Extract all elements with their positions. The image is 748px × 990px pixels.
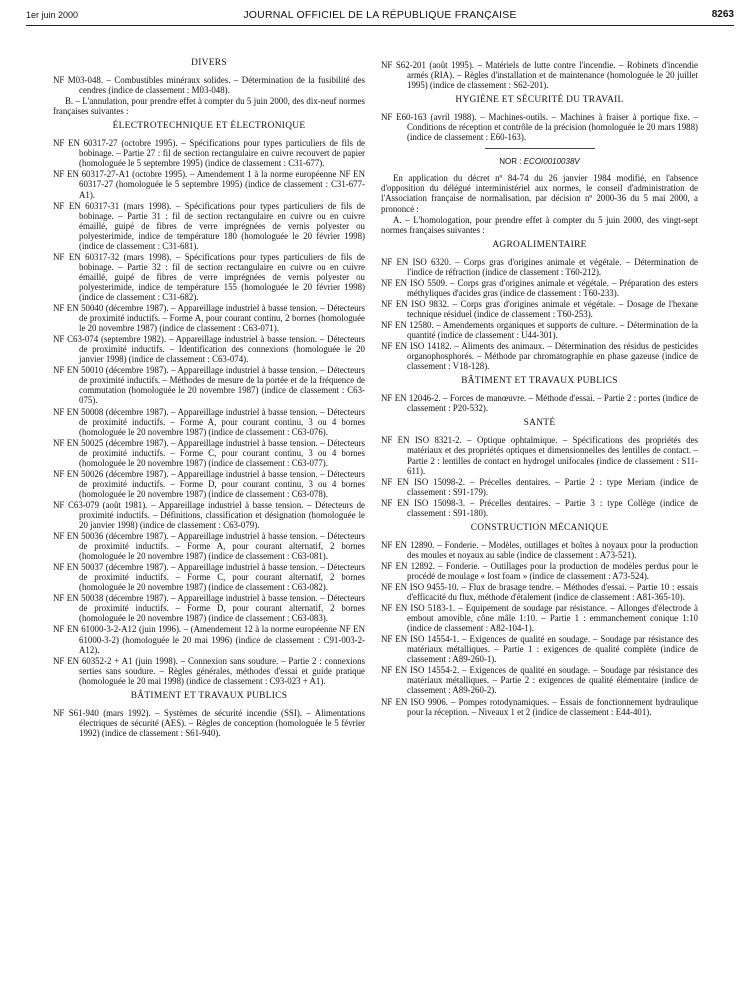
standard-entry: NF EN 12046-2. – Forces de manœuvre. – Méthode d'essai. – Partie 2 : portes (indice de classement : P20-532). [381,393,698,414]
nor-code: ECOI0010038V [523,157,580,167]
standard-entry: NF EN 60352-2 + A1 (juin 1998). – Connexion sans soudure. – Partie 2 : connexions serties sans soudure. – Règles générales, méthodes d'essai et guide pratique (homologuée le 20 mai 1998) (indice de classement : C93-023 + A1). [53,655,365,686]
section-heading: SANTÉ [523,418,556,429]
standard-entry: NF EN 50038 (décembre 1987). – Appareillage industriel à basse tension. – Détecteurs de proximité inductifs. – Forme D, pour courant alternatif, 2 bornes (homologuée le 20 novembre 1987) (indice de classement : C63-083). [53,593,365,624]
left-column [53,58,365,739]
page-header [26,5,734,26]
standard-entry: NF EN ISO 9906. – Pompes rotodynamiques. – Essais de fonctionnement hydraulique pour la réception. – Niveaux 1 et 2 (indice de classement : E44-401). [381,696,698,717]
standard-entry: NF EN 50037 (décembre 1987). – Appareillage industriel à basse tension. – Détecteurs de proximité inductifs. – Forme C, pour courant alternatif, 2 bornes (homologuée le 20 novembre 1987) (indice de classement : C63-082). [53,562,365,593]
separator-rule [485,148,595,149]
standard-entry: NF EN 60317-27 (octobre 1995). – Spécifications pour types particuliers de fils de bobinage. – Partie 27 : fil de section rectangulaire en cuivre recouvert de papier (homologuée le 5 septembre 1995) (indice de classement : C31-677). [53,138,365,169]
standard-entry: NF EN 60317-32 (mars 1998). – Spécifications pour types particuliers de fils de bobinage. – Partie 32 : fil de section rectangulaire en cuivre ou en cuivre émaillé, guipé de fibres de verre imprégnées de vernis polyester ou polyesterimide, indice de température 155 (homologuée le 20 février 1998) (indice de classement : C31-682). [53,251,365,302]
standard-entry: NF EN 50026 (décembre 1987). – Appareillage industriel à basse tension. – Détecteurs de proximité inductifs. – Forme D, pour courant continu, 3 ou 4 bornes (homologuée le 20 novembre 1987) (indice de classement : C63-078). [53,468,365,499]
paragraph: A. – L'homologation, pour prendre effet à compter du 5 juin 2000, des vingt-sept normes françaises suivantes : [381,214,698,235]
nor-label: NOR : [499,157,522,167]
page-number: 8263 [711,9,734,20]
standard-entry: NF EN ISO 15098-3. – Précelles dentaires. – Partie 3 : type Collège (indice de classement : S91-180). [381,497,698,518]
nor-reference [381,157,698,167]
section-heading: BÂTIMENT ET TRAVAUX PUBLICS [461,376,618,387]
section-heading: CONSTRUCTION MÉCANIQUE [470,522,609,533]
standard-entry: NF S62-201 (août 1995). – Matériels de lutte contre l'incendie. – Robinets d'incendie armés (RIA). – Règles d'installation et de maintenance (homologuée le 20 juillet 1995) (indice de classement : S62-201). [381,60,698,91]
section-heading: DIVERS [191,58,227,68]
paragraph: B. – L'annulation, pour prendre effet à compter du 5 juin 2000, des dix-neuf normes françaises suivantes : [53,96,365,117]
section-heading: ÉLECTROTECHNIQUE ET ÉLECTRONIQUE [112,121,306,132]
standard-entry: NF EN ISO 14554-1. – Exigences de qualité en soudage. – Soudage par résistance des matériaux métalliques. – Partie 1 : exigences de qualité complète (indice de classement : A89-260-1). [381,634,698,665]
standard-entry: NF S61-940 (mars 1992). – Systèmes de sécurité incendie (SSI). – Alimentations électriques de sécurité (AES). – Règles de conception (homologuée le 5 février 1992) (indice de classement : S61-940). [53,707,365,738]
standard-entry: NF EN ISO 14554-2. – Exigences de qualité en soudage. – Soudage par résistance des matériaux métalliques. – Partie 2 : exigences de qualité élémentaire (indice de classement : A89-260-2). [381,665,698,696]
standard-entry: NF EN 50036 (décembre 1987). – Appareillage industriel à basse tension. – Détecteurs de proximité inductifs. – Forme A, pour courant alternatif, 2 bornes (homologuée le 20 novembre 1987) (indice de classement : C63-081). [53,531,365,562]
standard-entry: NF EN ISO 14182. – Aliments des animaux. – Détermination des résidus de pesticides organophosphorés. – Méthode par chromatographie en phase gazeuse (indice de classement : V18-128). [381,341,698,372]
standard-entry: NF EN 50010 (décembre 1987). – Appareillage industriel à basse tension. – Détecteurs de proximité inductifs. – Méthodes de mesure de la portée et de la fréquence de commutation (homologuée le 20 novembre 1987) (indice de classement : C63-075). [53,365,365,406]
standard-entry: NF C63-079 (août 1981). – Appareillage industriel à basse tension. – Détecteurs de proximité inductifs. – Définitions, classification et désignation (homologuée le 20 janvier 1998) (indice de classement : C63-079). [53,499,365,531]
standard-entry: NF EN ISO 5183-1. – Equipement de soudage par résistance. – Allonges d'électrode à embout amovible, cône mâle 1:10. – Partie 1 : emmanchement conique 1:10 (indice de classement : A82-104-1). [381,603,698,634]
standard-entry: NF EN 50040 (décembre 1987). – Appareillage industriel à basse tension. – Détecteurs de proximité inductifs. – Forme A, pour courant continu, 2 bornes (homologuée le 20 novembre 1987) (indice de classement : C63-071). [53,303,365,334]
section-heading: BÂTIMENT ET TRAVAUX PUBLICS [130,690,288,701]
standard-entry: NF EN ISO 8321-2. – Optique ophtalmique. – Spécifications des propriétés des matériaux et des propriétés optiques et dimensionnelles des lentilles de contact. – Partie 2 : lentilles de contact en hydrogel unifocales (indice de classement : S11-611). [381,435,698,476]
issue-date: 1er juin 2000 [26,10,79,20]
standard-entry: NF EN 50008 (décembre 1987). – Appareillage industriel à basse tension. – Détecteurs de proximité inductifs. – Forme A, pour courant continu, 3 ou 4 bornes (homologuée le 20 novembre 1987) (indice de classement : C63-076). [53,406,365,437]
standard-entry: NF E60-163 (avril 1988). – Machines-outils. – Machines à fraiser à portique fixe. – Conditions de réception et contrôle de la précision (homologuée le 20 mars 1988) (indice de classement : E60-163). [381,112,698,143]
standard-entry: NF EN ISO 15098-2. – Précelles dentaires. – Partie 2 : type Meriam (indice de classement : S91-179). [381,476,698,497]
standard-entry: NF EN ISO 9455-10. – Flux de brasage tendre. – Méthodes d'essai. – Partie 10 : essais d'efficacité du flux, méthode d'étalement (indice de classement : A81-365-10). [381,582,698,603]
standard-entry: NF EN 60317-31 (mars 1998). – Spécifications pour types particuliers de fils de bobinage. – Partie 31 : fil de section rectangulaire en cuivre ou en cuivre émaillé, guipé de fibres de verre imprégnées de vernis polyester ou polyesterimide, indice de température 180 (homologuée le 20 février 1998) (indice de classement : C31-681). [53,200,365,251]
standard-entry: NF M03-048. – Combustibles minéraux solides. – Détermination de la fusibilité des cendres (indice de classement : M03-048). [53,75,365,96]
paragraph: En application du décret nº 84-74 du 26 janvier 1984 modifié, en l'absence d'opposition du délégué interministériel aux normes, le conseil d'administration de l'Association française de normalisation, par décision nº 2000-36 du 5 mai 2000, a prononcé : [381,173,698,214]
standard-entry: NF EN ISO 6320. – Corps gras d'origines animale et végétale. – Détermination de l'indice de réfraction (indice de classement : T60-212). [381,256,698,277]
standard-entry: NF EN 50025 (décembre 1987). – Appareillage industriel à basse tension. – Détecteurs de proximité inductifs. – Forme C, pour courant continu, 3 ou 4 bornes (homologuée le 20 novembre 1987) (indice de classement : C63-077). [53,437,365,468]
journal-title: JOURNAL OFFICIEL DE LA RÉPUBLIQUE FRANÇAISE [243,9,517,21]
standard-entry: NF C63-074 (septembre 1982). – Appareillage industriel à basse tension. – Détecteurs de proximité inductifs. – Identification des connexions (homologuée le 20 janvier 1998) (indice de classement : C63-074). [53,334,365,365]
standard-entry: NF EN 60317-27-A1 (octobre 1995). – Amendement 1 à la norme européenne NF EN 60317-27 (homologuée le 5 septembre 1995) (indice de classement : C31-677-A1). [53,169,365,200]
standard-entry: NF EN ISO 5509. – Corps gras d'origines animale et végétale. – Préparation des esters méthyliques d'acides gras (indice de classement : T60-233). [381,277,698,298]
standard-entry: NF EN 12890. – Fonderie. – Modèles, outillages et boîtes à noyaux pour la production des moules et noyaux au sable (indice de classement : A73-521). [381,539,698,560]
section-heading: AGROALIMENTAIRE [492,239,587,250]
standard-entry: NF EN 61000-3-2-A12 (juin 1996). – (Amendement 12 à la norme européenne NF EN 61000-3-2) (homologuée le 20 mai 1996) (indice de classement : C91-003-2-A12). [53,624,365,655]
section-heading: HYGIÈNE ET SÉCURITÉ DU TRAVAIL [455,95,624,106]
standard-entry: NF EN ISO 9832. – Corps gras d'origines animale et végétale. – Dosage de l'hexane technique résiduel (indice de classement : T60-253). [381,298,698,319]
right-column [381,60,698,718]
standard-entry: NF EN 12580. – Amendements organiques et supports de culture. – Détermination de la quantité (indice de classement : U44-301). [381,319,698,341]
standard-entry: NF EN 12892. – Fonderie. – Outillages pour la production de modèles perdus pour le procédé de moulage « lost foam » (indice de classement : A73-524). [381,560,698,581]
